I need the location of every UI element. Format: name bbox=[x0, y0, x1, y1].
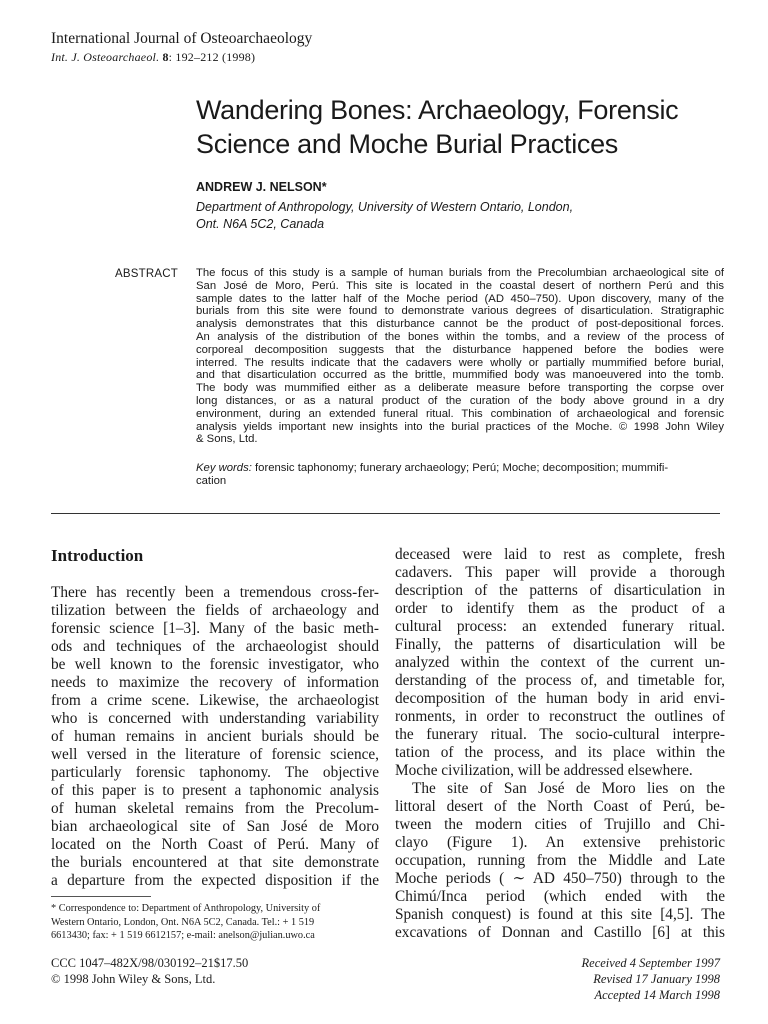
body-line: tween the modern cities of Trujillo and Chi- bbox=[395, 816, 725, 833]
footnote bbox=[51, 902, 320, 943]
body-line: littoral desert of the North Coast of Perú, be- bbox=[395, 798, 725, 815]
body-line: occupation, running from the Middle and Late bbox=[395, 852, 725, 869]
abstract-line: San José de Moro, Perú. This site is located in the coastal desert of northern Perú and this bbox=[196, 279, 724, 292]
body-line: particularly forensic taphonomy. The objective bbox=[51, 764, 379, 781]
footnote-line: * Correspondence to: Department of Anthropology, University of bbox=[51, 903, 321, 914]
abstract-line: analysis yields important new insights into the burial practices of the Moche. © 1998 John Wiley bbox=[196, 420, 724, 433]
body-line: located on the North Coast of Perú. Many of bbox=[51, 836, 379, 853]
keywords-label: Key words: bbox=[196, 462, 252, 474]
body-line: well versed in the literature of forensic science, bbox=[51, 746, 379, 763]
footer-left bbox=[51, 955, 248, 987]
abstract-line: & Sons, Ltd. bbox=[196, 433, 258, 446]
body-line: Finally, the patterns of disarticulation will be bbox=[395, 636, 725, 653]
article-title bbox=[196, 93, 736, 161]
body-line: cultural process: an extended funerary ritual. bbox=[395, 618, 725, 635]
abstract-line: environment, during an extended funeral ritual. This combination of archaeological and forensic bbox=[196, 407, 724, 420]
body-line: of this paper is to present a taphonomic analysis bbox=[51, 782, 379, 799]
body-line: of human skeletal remains from the Precolum- bbox=[51, 800, 379, 817]
accepted-date: Accepted 14 March 1998 bbox=[594, 988, 720, 1002]
body-line: excavations of Donnan and Castillo [6] at this bbox=[395, 924, 725, 941]
abstract-text bbox=[196, 267, 724, 446]
copyright: © 1998 John Wiley & Sons, Ltd. bbox=[51, 972, 216, 986]
ccc-code: CCC 1047–482X/98/030192–21$17.50 bbox=[51, 956, 249, 970]
body-line: ods and techniques of the archaeologist should bbox=[51, 638, 379, 655]
author-name: ANDREW J. NELSON* bbox=[196, 180, 327, 194]
abstract-line: burials from this site were found to demonstrate various degrees of disarticulation. Stratigraphic bbox=[196, 305, 724, 318]
body-line: analyzed within the context of the current un- bbox=[395, 654, 725, 671]
body-line: clayo (Figure 1). An extensive prehistoric bbox=[395, 834, 725, 851]
body-line: tation of the process, and its place within the bbox=[395, 744, 725, 761]
footnote-line: Western Ontario, London, Ont. N6A 5C2, Canada. Tel.: + 1 519 bbox=[51, 916, 315, 928]
body-column-right bbox=[395, 546, 725, 942]
body-line: Moche civilization, will be addressed elsewhere. bbox=[395, 762, 693, 779]
body-line: There has recently been a tremendous cross-fer- bbox=[51, 584, 379, 601]
body-column-left bbox=[51, 584, 379, 890]
body-line: bian archaeological site of San José de Moro bbox=[51, 818, 379, 835]
body-line: decomposition of the human body in arid envi- bbox=[395, 690, 725, 707]
footnote-divider bbox=[51, 896, 151, 897]
affiliation-line: Ont. N6A 5C2, Canada bbox=[196, 217, 325, 231]
body-line: the funerary ritual. The socio-cultural interpre- bbox=[395, 726, 725, 743]
section-heading-introduction: Introduction bbox=[51, 546, 144, 565]
body-line: deceased were laid to rest as complete, fresh bbox=[395, 546, 725, 563]
body-line: The site of San José de Moro lies on the bbox=[412, 780, 725, 797]
title-line: Science and Moche Burial Practices bbox=[196, 129, 619, 159]
body-line: Spanish conquest) is found at this site [4,5]. The bbox=[395, 906, 725, 923]
abstract-line: interred. The results indicate that the cadavers were wholly or partially mummified before burial, bbox=[196, 356, 724, 369]
body-line: of human remains in ancient burials should be bbox=[51, 728, 379, 745]
body-line: description of the patterns of disarticulation in bbox=[395, 582, 725, 599]
abstract-line: long distances, or as a natural product of the curation of the body above ground in a dry bbox=[196, 394, 724, 407]
body-line: derstanding of the process of, and timetable for, bbox=[395, 672, 725, 689]
keywords bbox=[196, 462, 668, 488]
abstract-line: sample dates to the latter half of the Moche period (AD 450–750). Upon discovery, many of the bbox=[196, 292, 724, 305]
abstract-line: and that disarticulation occurred as the brittle, mummified body was manoeuvered into the tomb. bbox=[196, 369, 724, 382]
abstract-line: corporeal decomposition suggests that the disturbance happened before the bodies were bbox=[196, 343, 724, 356]
section-divider bbox=[51, 513, 720, 514]
keywords-line: cation bbox=[196, 475, 227, 487]
body-line: ronments, in order to reconstruct the outlines of bbox=[395, 708, 725, 725]
journal-citation bbox=[51, 50, 255, 65]
citation-pages: : 192–212 (1998) bbox=[168, 50, 256, 64]
citation-volume: 8 bbox=[162, 50, 169, 64]
author-affiliation bbox=[196, 199, 573, 233]
journal-name: International Journal of Osteoarchaeology bbox=[51, 30, 313, 47]
abstract-label: ABSTRACT bbox=[115, 268, 178, 280]
body-line: Chimú/Inca period (which ended with the bbox=[395, 888, 725, 905]
abstract-line: The focus of this study is a sample of human burials from the Precolumbian archaeological site of bbox=[196, 267, 724, 279]
body-line: tilization between the fields of archaeology and bbox=[51, 602, 379, 619]
body-line: cadavers. This paper will provide a thorough bbox=[395, 564, 725, 581]
footnote-line: 6613430; fax: + 1 519 6612157; e-mail: anelson@julian.uwo.ca bbox=[51, 930, 315, 941]
body-line: order to identify them as the product of a bbox=[395, 600, 725, 617]
body-line: who is concerned with understanding variability bbox=[51, 710, 379, 727]
title-line: Wandering Bones: Archaeology, Forensic bbox=[196, 95, 679, 125]
body-line: needs to maximize the recovery of information bbox=[51, 674, 379, 691]
abstract-line: An analysis of the distribution of the bones within the tombs, and a review of the process of bbox=[196, 330, 724, 343]
received-date: Received 4 September 1997 bbox=[581, 956, 720, 970]
revised-date: Revised 17 January 1998 bbox=[593, 972, 720, 986]
body-line: from a crime scene. Likewise, the archaeologist bbox=[51, 692, 379, 709]
body-line: be well known to the forensic investigator, who bbox=[51, 656, 379, 673]
keywords-text: forensic taphonomy; funerary archaeology; Perú; Moche; decomposition; mummifi- bbox=[251, 462, 669, 474]
body-line: a departure from the expected disposition if the bbox=[51, 872, 379, 889]
body-line: the burials encountered at that site demonstrate bbox=[51, 854, 379, 871]
affiliation-line: Department of Anthropology, University of Western Ontario, London, bbox=[196, 200, 574, 214]
abstract-line: The body was mummified either as a deliberate measure before transporting the corpse over bbox=[196, 382, 724, 395]
body-line: forensic science [1–3]. Many of the basic meth- bbox=[51, 620, 379, 637]
abstract-line: analysis demonstrates that this disturbance cannot be the product of post-depositional forces. bbox=[196, 318, 724, 331]
footer-dates bbox=[520, 955, 720, 1003]
body-line: Moche periods ( ∼ AD 450–750) through to the bbox=[395, 870, 725, 887]
keywords-line bbox=[196, 462, 668, 475]
citation-abbrev: Int. J. Osteoarchaeol. bbox=[51, 50, 160, 64]
